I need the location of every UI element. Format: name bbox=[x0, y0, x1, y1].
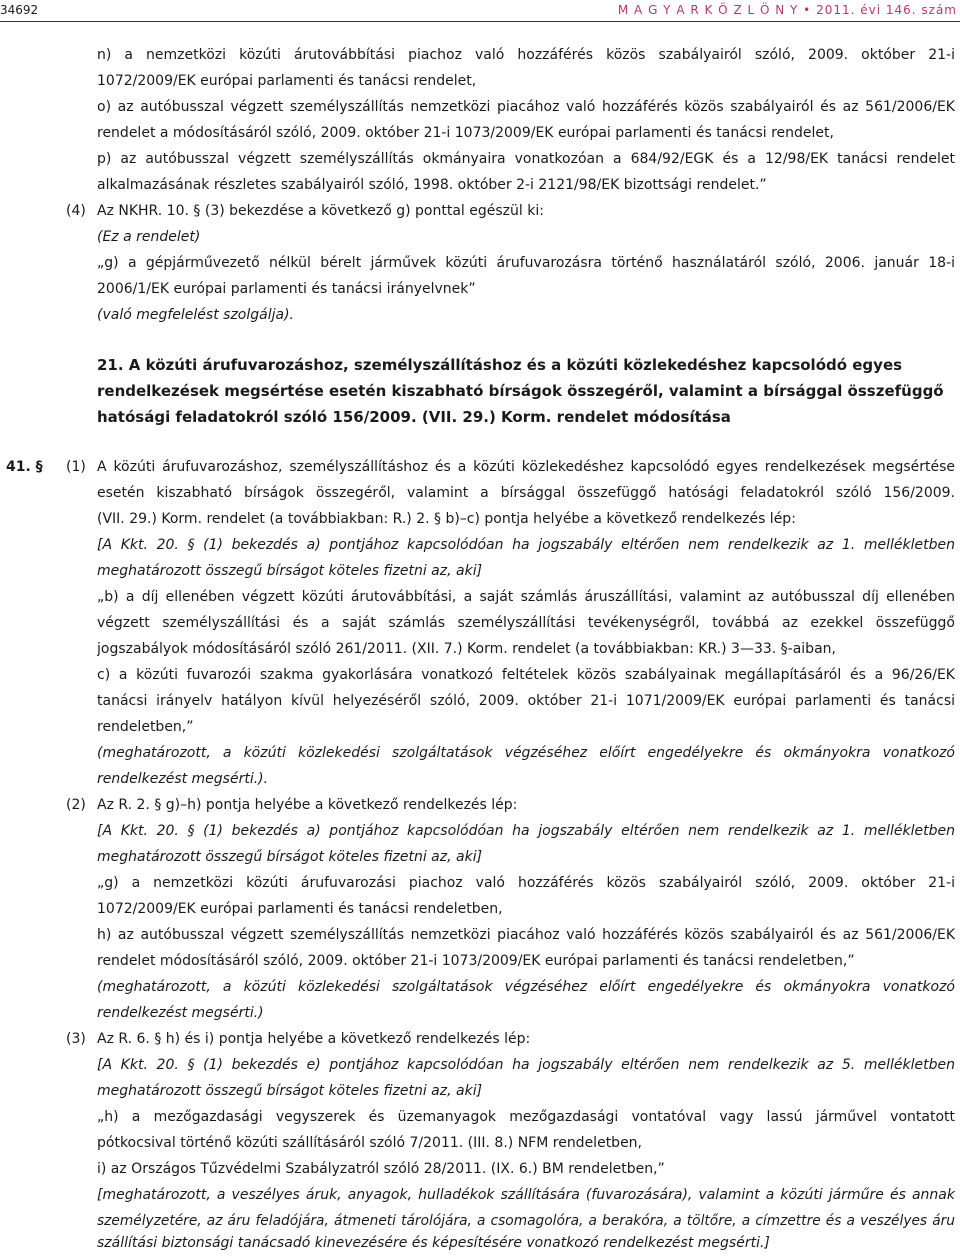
text-line: rendelkezést megsérti.) bbox=[97, 1005, 264, 1021]
section-title: rendelkezések megsértése esetén kiszabható bírságok összegéről, valamint a bírsággal összefüggő bbox=[97, 382, 944, 400]
paragraph-marker: (3) bbox=[66, 1031, 86, 1047]
text-line: p) az autóbusszal végzett személyszállítás okmányaira vonatkozóan a 684/92/EGK és a 12/98/EK tanácsi rendelet bbox=[97, 151, 955, 167]
text-line: meghatározott összegű bírságot köteles fizetni az, aki] bbox=[97, 563, 483, 579]
section-marker: 41. § bbox=[6, 459, 43, 475]
text-line: [A Kkt. 20. § (1) bekezdés a) pontjához kapcsolódóan ha jogszabály eltérően nem rendelkezik az 1. mellékletben bbox=[97, 537, 955, 553]
paragraph-marker: (4) bbox=[66, 203, 86, 219]
text-line: Az R. 6. § h) és i) pontja helyébe a következő rendelkezés lép: bbox=[97, 1031, 531, 1047]
text-line: 2006/1/EK európai parlamenti és tanácsi irányelvnek” bbox=[97, 281, 476, 297]
text-line: rendelet módosításáról szóló, 2009. október 21-i 1073/2009/EK európai parlamenti és tanácsi rendeletben,” bbox=[97, 953, 855, 969]
page-header bbox=[0, 0, 960, 20]
text-line: szállítási biztonsági tanácsadó kinevezésére és képesítésére vonatkozó rendelkezést megsérti.] bbox=[97, 1235, 770, 1251]
text-line: (meghatározott, a közúti közlekedési szolgáltatások végzéséhez előírt engedélyekre és okmányokra vonatkozó bbox=[97, 745, 955, 761]
section-title: 21. A közúti árufuvarozáshoz, személyszállításhoz és a közúti közlekedéshez kapcsolódó egyes bbox=[97, 356, 903, 374]
text-line: végzett személyszállítási és a saját számlás személyszállítási tevékenységről, továbbá az ezekkel összefüggő bbox=[97, 615, 955, 631]
text-line: n) a nemzetközi közúti árutovábbítási piachoz való hozzáférés közös szabályairól szóló, 2009. október 21-i bbox=[97, 47, 955, 63]
text-line: (való megfelelést szolgálja). bbox=[97, 307, 294, 323]
paragraph-marker: (2) bbox=[66, 797, 86, 813]
text-line: rendelkezést megsérti.). bbox=[97, 771, 269, 787]
text-line: (Ez a rendelet) bbox=[97, 229, 201, 245]
text-line: c) a közúti fuvarozói szakma gyakorlására vonatkozó feltételek közös szabályainak megállapításáról és a 96/26/EK bbox=[97, 667, 955, 683]
text-line: o) az autóbusszal végzett személyszállítás nemzetközi piacához való hozzáférés közös szabályairól és az 561/2006/EK bbox=[97, 99, 955, 115]
text-line: h) az autóbusszal végzett személyszállítás nemzetközi piacához való hozzáférés közös szabályairól és az 561/2006/EK bbox=[97, 927, 955, 943]
page-number: 34692 bbox=[0, 3, 39, 17]
text-line: „h) a mezőgazdasági vegyszerek és üzemanyagok mezőgazdasági vontatóval vagy lassú járművel vontatott bbox=[97, 1109, 955, 1125]
text-line: személyzetére, az áru feladójára, átmeneti tárolójára, a csomagolóra, a berakóra, a töltőre, a címzettre és a veszélyes áru bbox=[97, 1213, 955, 1229]
text-line: „b) a díj ellenében végzett közúti árutovábbítási, a saját számlás áruszállítási, valamint az autóbusszal díj ellenében bbox=[97, 589, 955, 605]
text-line: A közúti árufuvarozáshoz, személyszállításhoz és a közúti közlekedéshez kapcsolódó egyes rendelkezések megsértése bbox=[97, 459, 955, 475]
section-title: hatósági feladatokról szóló 156/2009. (VII. 29.) Korm. rendelet módosítása bbox=[97, 408, 731, 426]
text-line: Az R. 2. § g)–h) pontja helyébe a következő rendelkezés lép: bbox=[97, 797, 518, 813]
text-line: (VII. 29.) Korm. rendelet (a továbbiakban: R.) 2. § b)–c) pontja helyébe a következő rendelkezés lép: bbox=[97, 511, 796, 527]
text-line: pótkocsival történő közúti szállításáról szóló 7/2011. (III. 8.) NFM rendeletben, bbox=[97, 1135, 643, 1151]
text-line: [A Kkt. 20. § (1) bekezdés e) pontjához kapcsolódóan ha jogszabály eltérően nem rendelkezik az 5. mellékletben bbox=[97, 1057, 955, 1073]
text-line: „g) a nemzetközi közúti árufuvarozási piachoz való hozzáférés közös szabályairól szóló, 2009. október 21-i bbox=[97, 875, 955, 891]
text-line: jogszabályok módosításáról szóló 261/2011. (XII. 7.) Korm. rendelet (a továbbiakban: KR.) 3—33. §-aiban, bbox=[97, 641, 836, 657]
paragraph-marker: (1) bbox=[66, 459, 86, 475]
text-line: tanácsi irányelv hatályon kívül helyezéséről szóló, 2009. október 21-i 1071/2009/EK európai parlamenti és tanácsi bbox=[97, 693, 955, 709]
text-line: rendelet a módosításáról szóló, 2009. október 21-i 1073/2009/EK európai parlamenti és tanácsi rendelet, bbox=[97, 125, 834, 141]
text-line: 1072/2009/EK európai parlamenti és tanácsi rendelet, bbox=[97, 73, 477, 89]
text-line: „g) a gépjárművezető nélkül bérelt járművek közúti árufuvarozásra történő használatáról szóló, 2006. január 18-i bbox=[97, 255, 955, 271]
text-line: alkalmazásának részletes szabályairól szóló, 1998. október 2-i 2121/98/EK bizottsági rendelet.” bbox=[97, 177, 767, 193]
text-line: meghatározott összegű bírságot köteles fizetni az, aki] bbox=[97, 1083, 483, 1099]
text-line: Az NKHR. 10. § (3) bekezdése a következő g) ponttal egészül ki: bbox=[97, 203, 544, 219]
text-line: esetén kiszabható bírságok összegéről, valamint a bírsággal összefüggő hatósági feladatokról szóló 156/2009. bbox=[97, 485, 955, 501]
journal-title: M A G Y A R K Ö Z L Ö N Y • 2011. évi 146. szám bbox=[617, 3, 957, 17]
text-line: i) az Országos Tűzvédelmi Szabályzatról szóló 28/2011. (IX. 6.) BM rendeletben,” bbox=[97, 1161, 665, 1177]
text-line: meghatározott összegű bírságot köteles fizetni az, aki] bbox=[97, 849, 483, 865]
text-line: (meghatározott, a közúti közlekedési szolgáltatások végzéséhez előírt engedélyekre és okmányokra vonatkozó bbox=[97, 979, 955, 995]
text-line: 1072/2009/EK európai parlamenti és tanácsi rendeletben, bbox=[97, 901, 503, 917]
text-line: [meghatározott, a veszélyes áruk, anyagok, hulladékok szállítására (fuvarozására), valamint a közúti járműre és annak bbox=[97, 1187, 955, 1203]
header-rule bbox=[0, 21, 960, 22]
text-line: rendeletben,” bbox=[97, 719, 194, 735]
text-line: [A Kkt. 20. § (1) bekezdés a) pontjához kapcsolódóan ha jogszabály eltérően nem rendelkezik az 1. mellékletben bbox=[97, 823, 955, 839]
